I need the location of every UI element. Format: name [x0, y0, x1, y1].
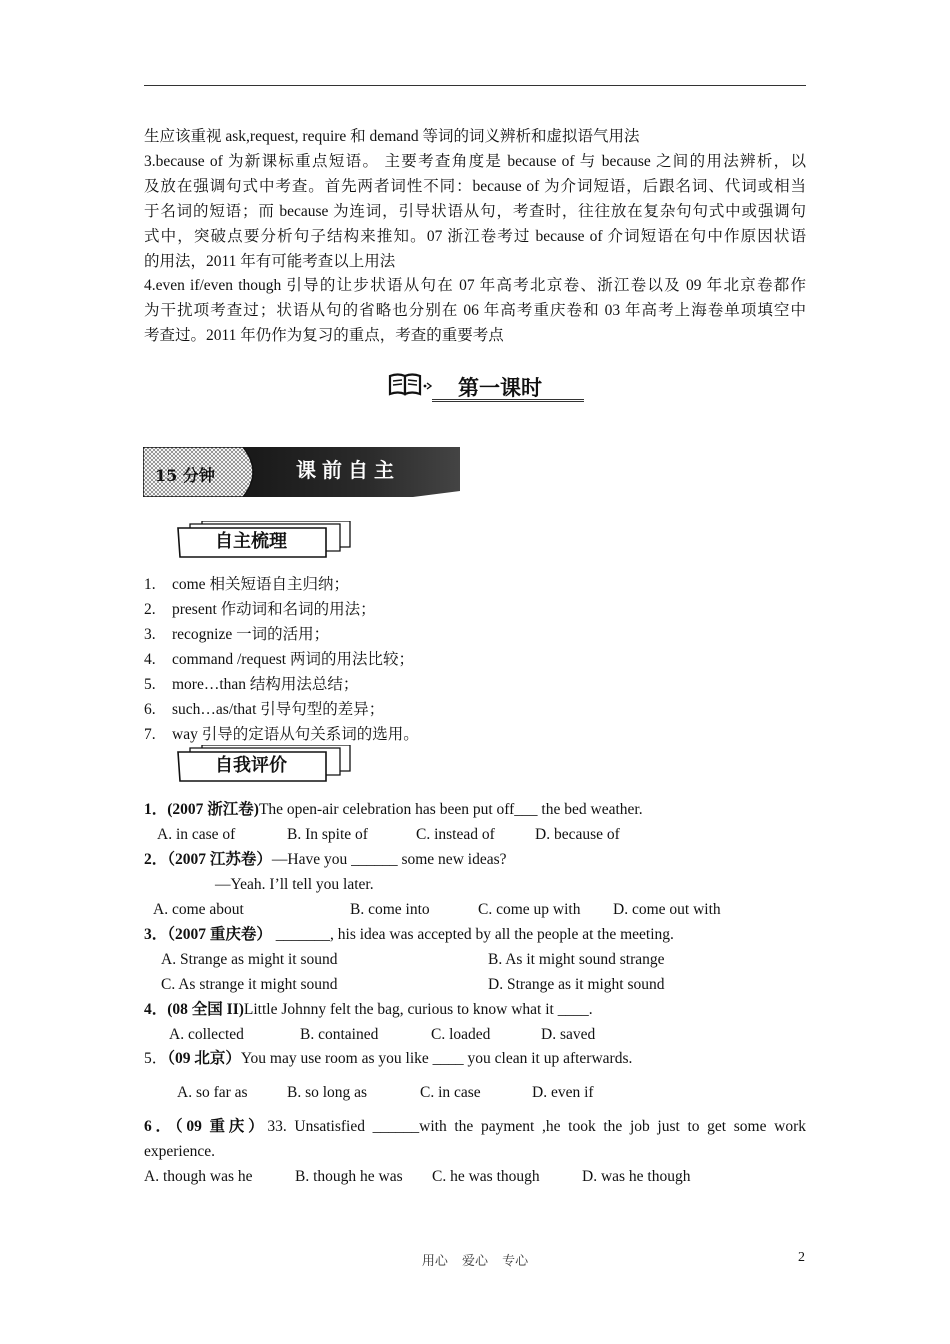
banner-label: 课前自主	[296, 458, 400, 482]
q2-option-c: C. come up with	[478, 901, 581, 918]
q3-option-c: C. As strange it might sound	[161, 976, 338, 993]
tab-self-review-label: 自主梳理	[215, 531, 287, 552]
intro-line: 为干扰项考查过；状语从句的省略也分别在 06 年高考重庆卷和 03 年高考上海卷单项填空中	[144, 302, 806, 319]
q6-option-d: D. was he though	[582, 1168, 691, 1185]
question-2-reply: —Yeah. I’ll tell you later.	[215, 876, 374, 893]
q1-option-d: D. because of	[535, 826, 620, 843]
q4-option-a: A. collected	[169, 1026, 244, 1043]
intro-line: 的用法，2011 年有可能考查以上用法	[144, 253, 396, 270]
question-4: 4．(08 全国 II)Little Johnny felt the bag, curious to know what it ____.	[144, 1001, 593, 1018]
q2-option-a: A. come about	[153, 901, 244, 918]
q2-option-d: D. come out with	[613, 901, 721, 918]
q1-option-a: A. in case of	[157, 826, 236, 843]
q1-option-c: C. instead of	[416, 826, 495, 843]
q5-option-d: D. even if	[532, 1084, 594, 1101]
list-item: 7. way 引导的定语从句关系词的选用。	[144, 726, 419, 743]
question-6-cont: experience.	[144, 1143, 215, 1160]
q5-option-a: A. so far as	[177, 1084, 248, 1101]
list-item: 1. come 相关短语自主归纳；	[144, 576, 349, 593]
page-number: 2	[798, 1250, 805, 1265]
page-footer: 用心 爱心 专心	[421, 1254, 529, 1269]
header-rule	[144, 85, 806, 86]
tab-self-assessment-label: 自我评价	[215, 755, 287, 776]
intro-line: 4.even if/even though 引导的让步状语从句在 07 年高考北京卷、浙江卷以及 09 年北京卷都作	[144, 277, 806, 294]
q3-option-b: B. As it might sound strange	[488, 951, 665, 968]
q6-option-a: A. though was he	[144, 1168, 253, 1185]
q3-option-a: A. Strange as might it sound	[161, 951, 338, 968]
book-icon	[388, 372, 432, 403]
intro-line: 式中，突破点要分析句子结构来推知。07 浙江卷考过 because of 介词短语在句中作原因状语	[144, 228, 806, 245]
q4-option-b: B. contained	[300, 1026, 379, 1043]
q4-option-c: C. loaded	[431, 1026, 491, 1043]
q1-option-b: B. In spite of	[287, 826, 368, 843]
intro-line: 考查过。2011 年仍作为复习的重点，考查的重要考点	[144, 327, 504, 344]
list-item: 5. more…than 结构用法总结；	[144, 676, 359, 693]
intro-line: 及放在强调句式中考查。首先两者词性不同：because of 为介词短语，后跟名词、代词或相当	[144, 178, 806, 195]
q6-option-c: C. he was though	[432, 1168, 540, 1185]
list-item: 2. present 作动词和名词的用法；	[144, 601, 376, 618]
question-3: 3．（2007 重庆卷） _______, his idea was accepted by all the people at the meeting.	[144, 926, 674, 943]
q5-option-b: B. so long as	[287, 1084, 368, 1101]
q4-option-d: D. saved	[541, 1026, 596, 1043]
q6-option-b: B. though he was	[295, 1168, 403, 1185]
question-2: 2．（2007 江苏卷）—Have you ______ some new ideas?	[144, 851, 507, 868]
question-1: 1．(2007 浙江卷)The open-air celebration has been put off___ the bed weather.	[144, 801, 643, 818]
q5-option-c: C. in case	[420, 1084, 481, 1101]
banner-time: 15 分钟	[155, 466, 215, 485]
question-6: 6．（09 重庆）33. Unsatisfied ______with the payment ,he took the job just to get some work	[144, 1118, 806, 1135]
list-item: 3. recognize 一词的活用；	[144, 626, 330, 643]
list-item: 6. such…as/that 引导句型的差异；	[144, 701, 385, 718]
lesson-title: 第一课时	[432, 372, 584, 402]
list-item: 4. command /request 两词的用法比较；	[144, 651, 414, 668]
question-5: 5．（09 北京）You may use room as you like ____ you clean it up afterwards.	[144, 1050, 633, 1067]
intro-line: 3.because of 为新课标重点短语。 主要考查角度是 because of 与 because 之间的用法辨析，以	[144, 153, 806, 170]
intro-line: 于名词的短语；而 because 为连词，引导状语从句，考查时，往往放在复杂句句式中或强调句	[144, 203, 806, 220]
intro-line: 生应该重视 ask,request, require 和 demand 等词的词义辨析和虚拟语气用法	[144, 128, 640, 145]
q2-option-b: B. come into	[350, 901, 430, 918]
q3-option-d: D. Strange as it might sound	[488, 976, 665, 993]
